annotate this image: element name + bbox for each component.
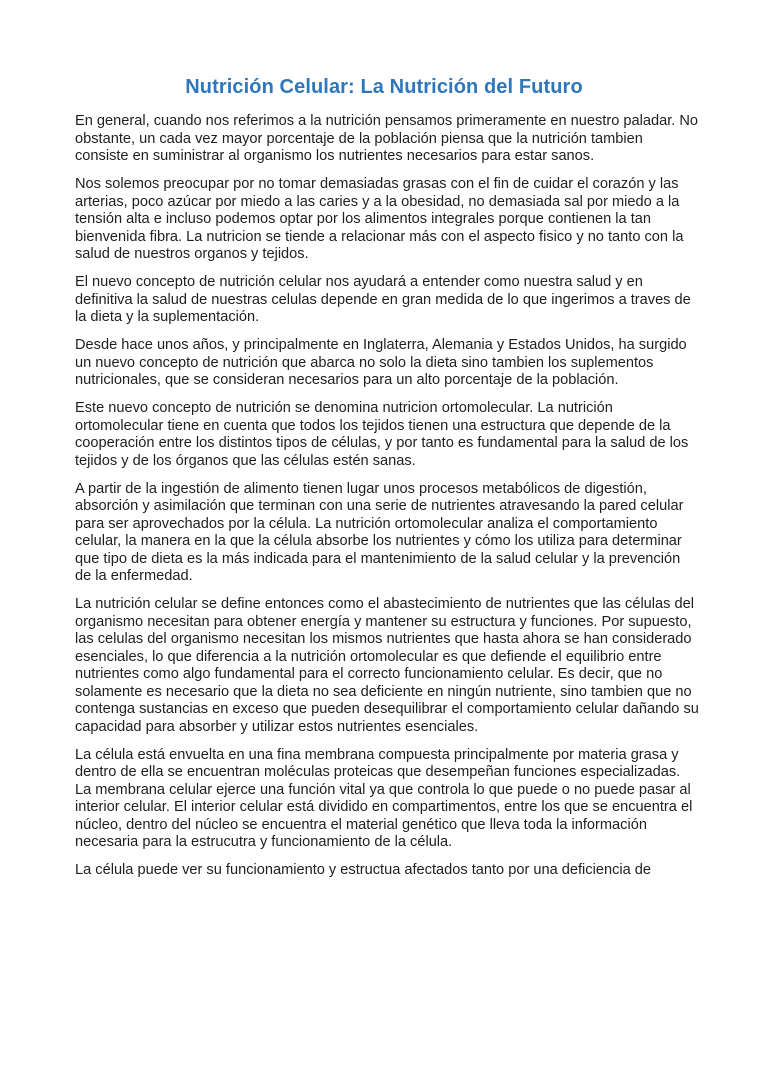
paragraph-1: En general, cuando nos referimos a la nutrición pensamos primeramente en nuestro paladar. No obstante, un cada vez mayor porcentaje de la población piensa que la nutrición tambien consiste en suministrar al organismo los nutrientes necesarios para estar sanos.: [75, 113, 699, 164]
paragraph-9: La célula puede ver su funcionamiento y estructua afectados tanto por una deficiencia de: [75, 862, 652, 878]
paragraph-3: El nuevo concepto de nutrición celular nos ayudará a entender como nuestra salud y en definitiva la salud de nuestras celulas depende en gran medida de lo que ingerimos a traves de la dieta y la suplementación.: [75, 274, 691, 325]
paragraph-8: La célula está envuelta en una fina membrana compuesta principalmente por materia grasa y dentro de ella se encuentran moléculas proteicas que desempeñan funciones especializadas. La membrana celular ejerce una función vital ya que controla lo que puede o no puede pasar al interior celular. El interior celular está dividido en compartimentos, entre los que se encuentra el núcleo, dentro del núcleo se encuentra el material genético que lleva toda la información necesaria para la estrucutra y funcionamiento de la célula.: [75, 746, 693, 850]
paragraph-4: Desde hace unos años, y principalmente en Inglaterra, Alemania y Estados Unidos, ha surgido un nuevo concepto de nutrición que abarca no solo la dieta sino tambien los suplementos nutricionales, que se consideran necesarios para un alto porcentaje de la población.: [75, 337, 687, 388]
paragraph-6: A partir de la ingestión de alimento tienen lugar unos procesos metabólicos de digestión, absorción y asimilación que terminan con una serie de nutrientes atravesando la pared celular para ser aprovechados por la célula. La nutrición ortomolecular analiza el comportamiento celular, la manera en la que la célula absorbe los nutrientes y cómo los utiliza para determinar que tipo de dieta es la más indicada para el mantenimiento de la salud celular y la prevención de la enfermedad.: [75, 480, 684, 584]
document-body: [75, 113, 700, 890]
page-title: Nutrición Celular: La Nutrición del Futuro: [185, 76, 583, 98]
paragraph-2: Nos solemos preocupar por no tomar demasiadas grasas con el fin de cuidar el corazón y las arterias, poco azúcar por miedo a las caries y a la obesidad, no demasiada sal por miedo a la tensión alta e incluso podemos optar por los alimentos integrales porque contienen la tan bienvenida fibra. La nutricion se tiende a relacionar más con el aspecto fisico y no tanto con la salud de nuestros organos y tejidos.: [75, 176, 684, 262]
paragraph-5: Este nuevo concepto de nutrición se denomina nutricion ortomolecular. La nutrición ortomolecular tiene en cuenta que todos los tejidos tienen una estructura que depende de la cooperación entre los distintos tipos de células, y por tanto es fundamental para la salud de los tejidos y de los órganos que las células estén sanas.: [75, 400, 689, 469]
paragraph-7: La nutrición celular se define entonces como el abastecimiento de nutrientes que las células del organismo necesitan para obtener energía y mantener su estructura y funciones. Por supuesto, las celulas del organismo necesitan los mismos nutrientes que hasta ahora se han considerado esenciales, lo que diferencia a la nutrición ortomolecular es que defiende el equilibrio entre nutrientes como algo fundamental para el correcto funcionamiento celular. Es decir, que no solamente es necesario que la dieta no sea deficiente en ningún nutriente, sino tambien que no contenga sustancias en exceso que pueden desequilibrar el comportamiento celular dañando su capacidad para absorber y utilizar estos nutrientes esenciales.: [75, 596, 699, 735]
